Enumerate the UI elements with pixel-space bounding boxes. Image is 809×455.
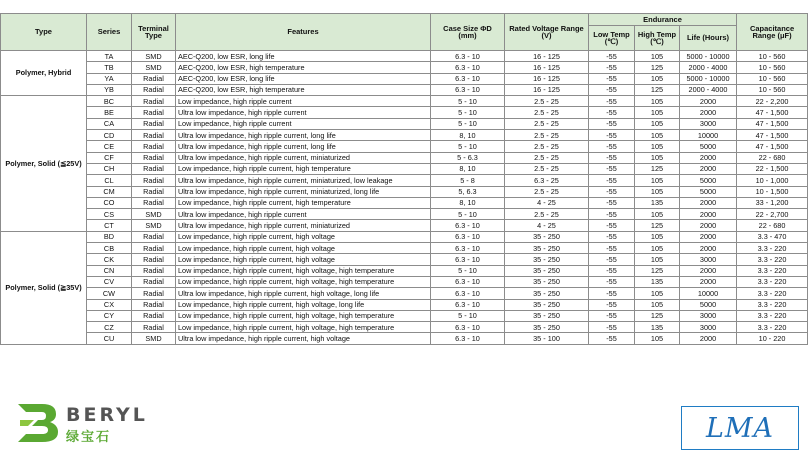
cell-terminal: Radial xyxy=(132,73,176,84)
cell-low-temp: -55 xyxy=(589,62,635,73)
cell-features: Ultra low impedance, high ripple current, miniaturized, long life xyxy=(176,186,431,197)
cell-high-temp: 125 xyxy=(635,84,680,95)
cell-low-temp: -55 xyxy=(589,152,635,163)
cell-features: Low impedance, high ripple current, high temperature xyxy=(176,197,431,208)
cell-rated-voltage: 6.3 - 25 xyxy=(505,175,589,186)
cell-terminal: Radial xyxy=(132,175,176,186)
table-row xyxy=(1,62,808,73)
cell-series: CO xyxy=(87,197,132,208)
cell-rated-voltage: 16 - 125 xyxy=(505,73,589,84)
cell-capacitance: 47 - 1,500 xyxy=(737,141,808,152)
cell-capacitance: 10 - 560 xyxy=(737,62,808,73)
cell-series: CW xyxy=(87,288,132,299)
cell-life: 10000 xyxy=(680,288,737,299)
group-label: Polymer, Solid (≧35V) xyxy=(1,231,87,344)
cell-features: AEC-Q200, low ESR, high temperature xyxy=(176,84,431,95)
table-row xyxy=(1,186,808,197)
cell-terminal: Radial xyxy=(132,231,176,242)
cell-high-temp: 105 xyxy=(635,130,680,141)
cell-case-size: 5 - 10 xyxy=(431,107,505,118)
cell-case-size: 5 - 10 xyxy=(431,141,505,152)
table-row xyxy=(1,333,808,344)
cell-case-size: 5 - 10 xyxy=(431,209,505,220)
cell-rated-voltage: 2.5 - 25 xyxy=(505,118,589,129)
cell-rated-voltage: 35 - 250 xyxy=(505,276,589,287)
cell-rated-voltage: 4 - 25 xyxy=(505,220,589,231)
cell-terminal: Radial xyxy=(132,186,176,197)
cell-rated-voltage: 2.5 - 25 xyxy=(505,130,589,141)
table-row xyxy=(1,209,808,220)
table-row xyxy=(1,276,808,287)
cell-high-temp: 105 xyxy=(635,243,680,254)
cell-terminal: Radial xyxy=(132,130,176,141)
cell-life: 3000 xyxy=(680,254,737,265)
cell-case-size: 5 - 10 xyxy=(431,265,505,276)
cell-series: CD xyxy=(87,130,132,141)
cell-life: 2000 - 4000 xyxy=(680,84,737,95)
header-endurance: Endurance xyxy=(589,14,737,26)
header-life: Life (Hours) xyxy=(680,26,737,51)
cell-terminal: Radial xyxy=(132,310,176,321)
cell-case-size: 5, 6.3 xyxy=(431,186,505,197)
cell-high-temp: 125 xyxy=(635,163,680,174)
cell-terminal: Radial xyxy=(132,265,176,276)
cell-low-temp: -55 xyxy=(589,231,635,242)
cell-low-temp: -55 xyxy=(589,197,635,208)
cell-high-temp: 105 xyxy=(635,141,680,152)
cell-case-size: 6.3 - 10 xyxy=(431,73,505,84)
cell-high-temp: 105 xyxy=(635,231,680,242)
cell-series: CV xyxy=(87,276,132,287)
cell-low-temp: -55 xyxy=(589,299,635,310)
cell-rated-voltage: 4 - 25 xyxy=(505,197,589,208)
cell-capacitance: 22 - 680 xyxy=(737,220,808,231)
cell-features: Ultra low impedance, high ripple current xyxy=(176,107,431,118)
table-row xyxy=(1,310,808,321)
cell-series: BC xyxy=(87,96,132,107)
cell-high-temp: 105 xyxy=(635,96,680,107)
table-row xyxy=(1,152,808,163)
cell-life: 2000 xyxy=(680,107,737,118)
cell-rated-voltage: 2.5 - 25 xyxy=(505,209,589,220)
header-high-temp: High Temp (℃) xyxy=(635,26,680,51)
cell-case-size: 5 - 8 xyxy=(431,175,505,186)
cell-case-size: 6.3 - 10 xyxy=(431,51,505,62)
cell-low-temp: -55 xyxy=(589,107,635,118)
cell-series: TA xyxy=(87,51,132,62)
cell-high-temp: 105 xyxy=(635,209,680,220)
lma-logo xyxy=(681,406,799,450)
cell-rated-voltage: 35 - 250 xyxy=(505,299,589,310)
cell-terminal: Radial xyxy=(132,96,176,107)
header-series: Series xyxy=(87,14,132,51)
cell-life: 2000 xyxy=(680,333,737,344)
cell-low-temp: -55 xyxy=(589,265,635,276)
cell-capacitance: 47 - 1,500 xyxy=(737,130,808,141)
cell-features: Ultra low impedance, high ripple current, miniaturized xyxy=(176,220,431,231)
cell-features: Ultra low impedance, high ripple current, high voltage xyxy=(176,333,431,344)
cell-life: 5000 xyxy=(680,186,737,197)
cell-features: Low impedance, high ripple current, high voltage, high temperature xyxy=(176,265,431,276)
table-header xyxy=(1,14,808,51)
cell-rated-voltage: 2.5 - 25 xyxy=(505,152,589,163)
cell-features: Ultra low impedance, high ripple current, miniaturized, low leakage xyxy=(176,175,431,186)
cell-life: 5000 xyxy=(680,141,737,152)
cell-life: 2000 xyxy=(680,209,737,220)
cell-life: 2000 xyxy=(680,276,737,287)
cell-low-temp: -55 xyxy=(589,96,635,107)
cell-capacitance: 3.3 - 470 xyxy=(737,231,808,242)
cell-low-temp: -55 xyxy=(589,333,635,344)
cell-capacitance: 3.3 - 220 xyxy=(737,265,808,276)
cell-capacitance: 3.3 - 220 xyxy=(737,276,808,287)
cell-case-size: 6.3 - 10 xyxy=(431,84,505,95)
cell-rated-voltage: 35 - 250 xyxy=(505,310,589,321)
cell-capacitance: 10 - 560 xyxy=(737,84,808,95)
table-row xyxy=(1,51,808,62)
cell-capacitance: 10 - 1,500 xyxy=(737,186,808,197)
cell-terminal: Radial xyxy=(132,197,176,208)
cell-terminal: Radial xyxy=(132,107,176,118)
cell-series: CZ xyxy=(87,322,132,333)
cell-high-temp: 105 xyxy=(635,288,680,299)
table-row xyxy=(1,107,808,118)
cell-life: 2000 xyxy=(680,163,737,174)
table-row xyxy=(1,163,808,174)
cell-high-temp: 125 xyxy=(635,310,680,321)
cell-life: 2000 xyxy=(680,197,737,208)
cell-life: 10000 xyxy=(680,130,737,141)
cell-case-size: 6.3 - 10 xyxy=(431,288,505,299)
table-row xyxy=(1,322,808,333)
table-row xyxy=(1,265,808,276)
cell-life: 2000 xyxy=(680,220,737,231)
header-capacitance: Capacitance Range (μF) xyxy=(737,14,808,51)
table-row xyxy=(1,288,808,299)
cell-case-size: 5 - 10 xyxy=(431,310,505,321)
cell-capacitance: 3.3 - 220 xyxy=(737,288,808,299)
table-row xyxy=(1,141,808,152)
cell-rated-voltage: 35 - 250 xyxy=(505,254,589,265)
cell-life: 2000 xyxy=(680,231,737,242)
cell-rated-voltage: 35 - 100 xyxy=(505,333,589,344)
cell-rated-voltage: 2.5 - 25 xyxy=(505,96,589,107)
cell-high-temp: 105 xyxy=(635,73,680,84)
cell-features: Low impedance, high ripple current, high voltage, high temperature xyxy=(176,322,431,333)
cell-capacitance: 10 - 560 xyxy=(737,51,808,62)
cell-rated-voltage: 2.5 - 25 xyxy=(505,107,589,118)
cell-low-temp: -55 xyxy=(589,220,635,231)
cell-features: Low impedance, high ripple current, high voltage xyxy=(176,243,431,254)
cell-features: Low impedance, high ripple current, high voltage xyxy=(176,254,431,265)
table-row xyxy=(1,231,808,242)
cell-high-temp: 105 xyxy=(635,175,680,186)
cell-low-temp: -55 xyxy=(589,130,635,141)
cell-life: 5000 - 10000 xyxy=(680,73,737,84)
cell-features: Low impedance, high ripple current xyxy=(176,96,431,107)
cell-capacitance: 33 - 1,200 xyxy=(737,197,808,208)
header-terminal: Terminal Type xyxy=(132,14,176,51)
cell-high-temp: 105 xyxy=(635,107,680,118)
cell-capacitance: 22 - 1,500 xyxy=(737,163,808,174)
cell-rated-voltage: 35 - 250 xyxy=(505,322,589,333)
cell-series: CU xyxy=(87,333,132,344)
cell-low-temp: -55 xyxy=(589,209,635,220)
beryl-emblem-icon xyxy=(12,400,62,444)
cell-terminal: SMD xyxy=(132,62,176,73)
cell-series: CB xyxy=(87,243,132,254)
cell-low-temp: -55 xyxy=(589,276,635,287)
table-row xyxy=(1,118,808,129)
table-row xyxy=(1,84,808,95)
table-row xyxy=(1,197,808,208)
cell-life: 5000 xyxy=(680,175,737,186)
cell-rated-voltage: 2.5 - 25 xyxy=(505,186,589,197)
cell-case-size: 6.3 - 10 xyxy=(431,276,505,287)
cell-high-temp: 105 xyxy=(635,254,680,265)
table-row xyxy=(1,299,808,310)
cell-life: 5000 - 10000 xyxy=(680,51,737,62)
cell-case-size: 6.3 - 10 xyxy=(431,220,505,231)
cell-case-size: 6.3 - 10 xyxy=(431,299,505,310)
cell-terminal: Radial xyxy=(132,84,176,95)
cell-terminal: SMD xyxy=(132,209,176,220)
cell-low-temp: -55 xyxy=(589,186,635,197)
cell-capacitance: 10 - 1,000 xyxy=(737,175,808,186)
header-type: Type xyxy=(1,14,87,51)
cell-life: 5000 xyxy=(680,299,737,310)
cell-low-temp: -55 xyxy=(589,243,635,254)
cell-case-size: 8, 10 xyxy=(431,130,505,141)
cell-features: Low impedance, high ripple current, high voltage, long life xyxy=(176,299,431,310)
cell-series: BD xyxy=(87,231,132,242)
cell-terminal: Radial xyxy=(132,254,176,265)
cell-capacitance: 3.3 - 220 xyxy=(737,310,808,321)
cell-terminal: Radial xyxy=(132,163,176,174)
cell-life: 3000 xyxy=(680,310,737,321)
cell-series: CH xyxy=(87,163,132,174)
cell-case-size: 8, 10 xyxy=(431,163,505,174)
cell-terminal: Radial xyxy=(132,141,176,152)
cell-features: Ultra low impedance, high ripple current, high voltage, long life xyxy=(176,288,431,299)
cell-case-size: 6.3 - 10 xyxy=(431,231,505,242)
cell-capacitance: 3.3 - 220 xyxy=(737,322,808,333)
cell-series: CA xyxy=(87,118,132,129)
cell-low-temp: -55 xyxy=(589,163,635,174)
cell-series: CX xyxy=(87,299,132,310)
cell-series: TB xyxy=(87,62,132,73)
cell-series: CY xyxy=(87,310,132,321)
cell-low-temp: -55 xyxy=(589,141,635,152)
table-row xyxy=(1,254,808,265)
cell-series: BE xyxy=(87,107,132,118)
cell-life: 3000 xyxy=(680,322,737,333)
cell-low-temp: -55 xyxy=(589,51,635,62)
cell-series: CN xyxy=(87,265,132,276)
beryl-wordmark: BERYL xyxy=(66,404,148,426)
cell-low-temp: -55 xyxy=(589,322,635,333)
table-row xyxy=(1,73,808,84)
cell-low-temp: -55 xyxy=(589,254,635,265)
cell-features: Low impedance, high ripple current, high voltage, high temperature xyxy=(176,310,431,321)
cell-high-temp: 105 xyxy=(635,118,680,129)
cell-low-temp: -55 xyxy=(589,310,635,321)
cell-terminal: SMD xyxy=(132,333,176,344)
cell-series: CT xyxy=(87,220,132,231)
cell-capacitance: 10 - 220 xyxy=(737,333,808,344)
cell-high-temp: 135 xyxy=(635,322,680,333)
cell-high-temp: 125 xyxy=(635,265,680,276)
header-low-temp: Low Temp (℃) xyxy=(589,26,635,51)
cell-high-temp: 105 xyxy=(635,51,680,62)
table-row xyxy=(1,243,808,254)
cell-case-size: 6.3 - 10 xyxy=(431,322,505,333)
cell-case-size: 6.3 - 10 xyxy=(431,254,505,265)
cell-series: CF xyxy=(87,152,132,163)
cell-capacitance: 47 - 1,500 xyxy=(737,118,808,129)
cell-high-temp: 135 xyxy=(635,276,680,287)
cell-capacitance: 47 - 1,500 xyxy=(737,107,808,118)
cell-high-temp: 125 xyxy=(635,62,680,73)
cell-series: CS xyxy=(87,209,132,220)
cell-case-size: 6.3 - 10 xyxy=(431,333,505,344)
cell-terminal: Radial xyxy=(132,243,176,254)
cell-life: 2000 xyxy=(680,265,737,276)
beryl-logo xyxy=(12,400,172,444)
cell-low-temp: -55 xyxy=(589,288,635,299)
cell-case-size: 6.3 - 10 xyxy=(431,243,505,254)
cell-rated-voltage: 35 - 250 xyxy=(505,243,589,254)
cell-features: AEC-Q200, low ESR, long life xyxy=(176,51,431,62)
cell-terminal: Radial xyxy=(132,299,176,310)
cell-terminal: Radial xyxy=(132,288,176,299)
cell-terminal: Radial xyxy=(132,276,176,287)
cell-rated-voltage: 35 - 250 xyxy=(505,288,589,299)
cell-series: CE xyxy=(87,141,132,152)
cell-features: Low impedance, high ripple current, high voltage, high temperature xyxy=(176,276,431,287)
cell-capacitance: 22 - 680 xyxy=(737,152,808,163)
cell-terminal: Radial xyxy=(132,118,176,129)
cell-high-temp: 105 xyxy=(635,186,680,197)
beryl-chinese-name: 绿宝石 xyxy=(66,430,112,445)
table-row xyxy=(1,130,808,141)
cell-capacitance: 3.3 - 220 xyxy=(737,254,808,265)
table-body xyxy=(1,51,808,345)
cell-low-temp: -55 xyxy=(589,84,635,95)
group-label: Polymer, Hybrid xyxy=(1,51,87,96)
cell-series: CM xyxy=(87,186,132,197)
cell-high-temp: 125 xyxy=(635,220,680,231)
cell-case-size: 5 - 10 xyxy=(431,118,505,129)
cell-rated-voltage: 16 - 125 xyxy=(505,84,589,95)
cell-series: CK xyxy=(87,254,132,265)
group-label: Polymer, Solid (≦25V) xyxy=(1,96,87,232)
cell-life: 2000 xyxy=(680,152,737,163)
cell-terminal: Radial xyxy=(132,152,176,163)
cell-life: 2000 - 4000 xyxy=(680,62,737,73)
cell-capacitance: 3.3 - 220 xyxy=(737,299,808,310)
cell-rated-voltage: 35 - 250 xyxy=(505,231,589,242)
cell-features: Low impedance, high ripple current, high voltage xyxy=(176,231,431,242)
cell-features: Ultra low impedance, high ripple current xyxy=(176,209,431,220)
cell-terminal: SMD xyxy=(132,51,176,62)
cell-features: Low impedance, high ripple current, high temperature xyxy=(176,163,431,174)
cell-high-temp: 105 xyxy=(635,333,680,344)
cell-case-size: 5 - 10 xyxy=(431,96,505,107)
cell-features: AEC-Q200, low ESR, long life xyxy=(176,73,431,84)
cell-high-temp: 105 xyxy=(635,152,680,163)
header-rated-voltage: Rated Voltage Range (V) xyxy=(505,14,589,51)
cell-rated-voltage: 35 - 250 xyxy=(505,265,589,276)
lma-wordmark: LMA xyxy=(705,412,775,444)
cell-low-temp: -55 xyxy=(589,118,635,129)
cell-rated-voltage: 2.5 - 25 xyxy=(505,141,589,152)
cell-case-size: 6.3 - 10 xyxy=(431,62,505,73)
cell-capacitance: 10 - 560 xyxy=(737,73,808,84)
table-row xyxy=(1,175,808,186)
cell-capacitance: 22 - 2,200 xyxy=(737,96,808,107)
cell-low-temp: -55 xyxy=(589,175,635,186)
cell-high-temp: 105 xyxy=(635,299,680,310)
cell-capacitance: 3.3 - 220 xyxy=(737,243,808,254)
cell-life: 3000 xyxy=(680,118,737,129)
cell-series: YB xyxy=(87,84,132,95)
table-row xyxy=(1,220,808,231)
cell-capacitance: 22 - 2,700 xyxy=(737,209,808,220)
cell-features: Ultra low impedance, high ripple current, miniaturized xyxy=(176,152,431,163)
cell-features: Ultra low impedance, high ripple current, long life xyxy=(176,141,431,152)
cell-rated-voltage: 16 - 125 xyxy=(505,51,589,62)
table-row xyxy=(1,96,808,107)
cell-features: Low impedance, high ripple current xyxy=(176,118,431,129)
cell-series: CL xyxy=(87,175,132,186)
spec-table xyxy=(0,13,808,345)
cell-high-temp: 135 xyxy=(635,197,680,208)
cell-rated-voltage: 2.5 - 25 xyxy=(505,163,589,174)
cell-case-size: 5 - 6.3 xyxy=(431,152,505,163)
cell-life: 2000 xyxy=(680,96,737,107)
cell-features: Ultra low impedance, high ripple current, long life xyxy=(176,130,431,141)
cell-life: 2000 xyxy=(680,243,737,254)
cell-terminal: SMD xyxy=(132,220,176,231)
header-features: Features xyxy=(176,14,431,51)
cell-case-size: 8, 10 xyxy=(431,197,505,208)
cell-series: YA xyxy=(87,73,132,84)
cell-features: AEC-Q200, low ESR, high temperature xyxy=(176,62,431,73)
cell-terminal: Radial xyxy=(132,322,176,333)
header-case-size: Case Size ΦD (mm) xyxy=(431,14,505,51)
cell-low-temp: -55 xyxy=(589,73,635,84)
cell-rated-voltage: 16 - 125 xyxy=(505,62,589,73)
